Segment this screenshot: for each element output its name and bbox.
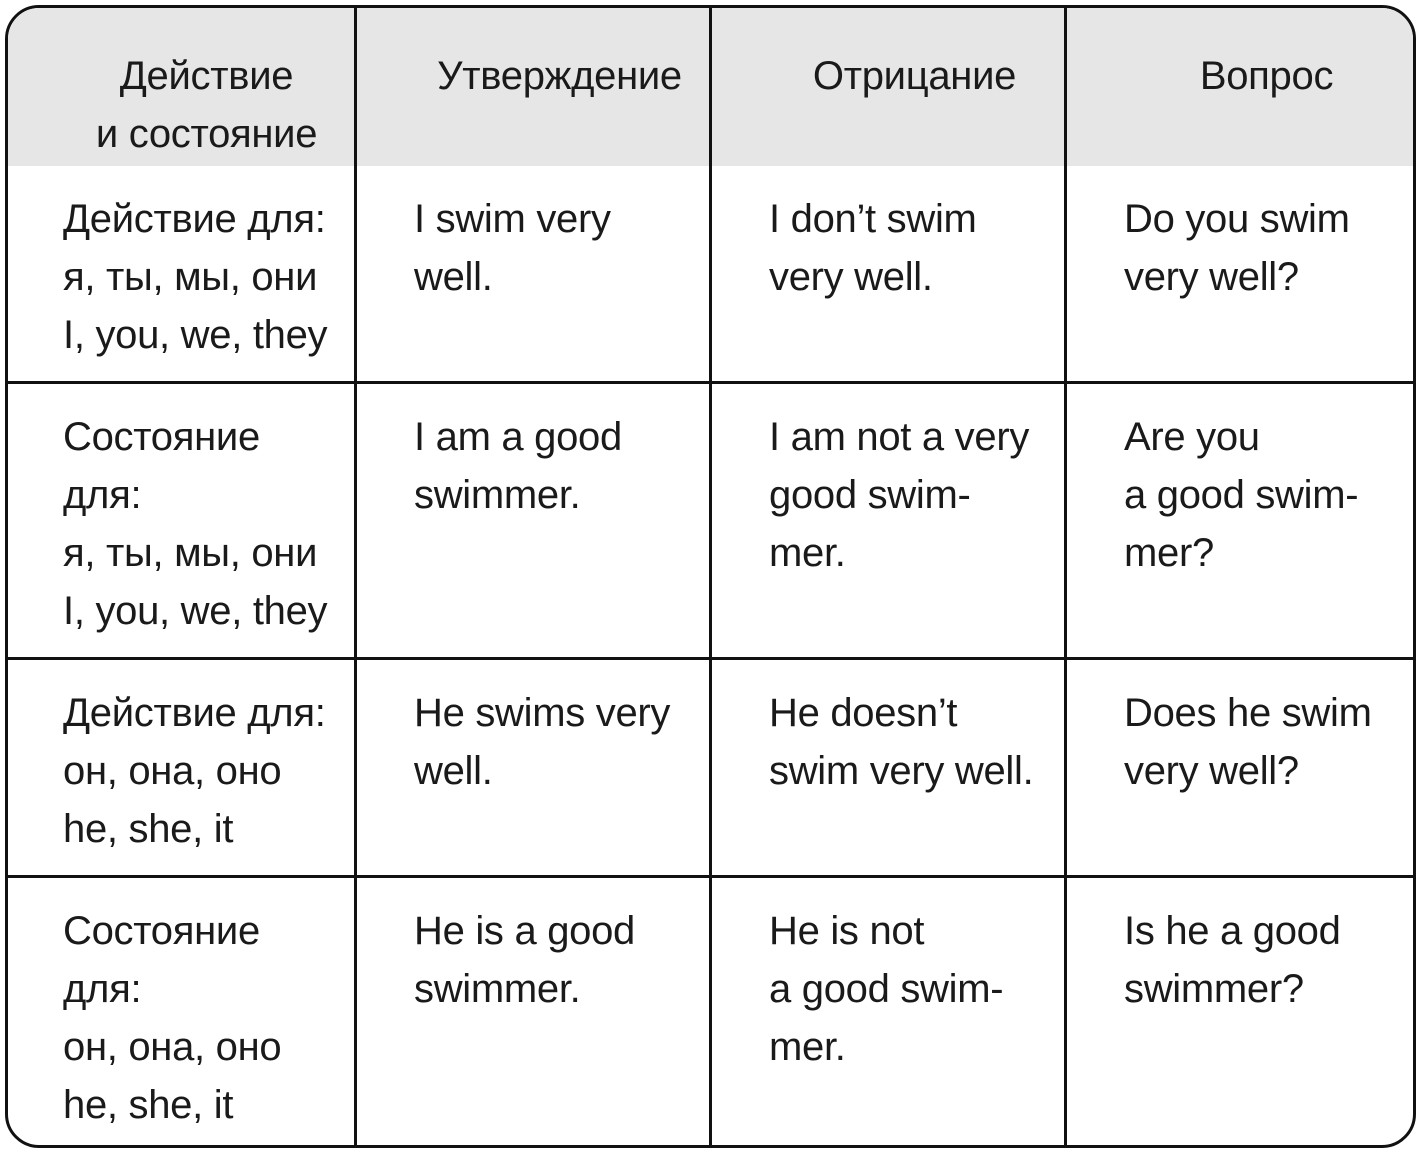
table-cell: Состояние для: я, ты, мы, они I, you, we, they bbox=[8, 384, 357, 660]
table-cell: I am not a very good swim- mer. bbox=[712, 384, 1067, 660]
header-cell-negative: Отрицание bbox=[712, 8, 1067, 166]
table-cell: I don’t swim very well. bbox=[712, 166, 1067, 384]
table-grid bbox=[8, 8, 1413, 1145]
table-cell: Does he swim very well? bbox=[1067, 660, 1413, 878]
table-cell: I swim very well. bbox=[357, 166, 712, 384]
table-cell: Состояние для: он, она, оно he, she, it bbox=[8, 878, 357, 1145]
grammar-table bbox=[5, 5, 1416, 1148]
table-cell: I am a good swimmer. bbox=[357, 384, 712, 660]
table-cell: Действие для: он, она, оно he, she, it bbox=[8, 660, 357, 878]
table-cell: He swims very well. bbox=[357, 660, 712, 878]
table-cell: Is he a good swimmer? bbox=[1124, 909, 1341, 1011]
table-cell: Are you a good swim- mer? bbox=[1067, 384, 1413, 660]
table-cell: He is not a good swim- mer. bbox=[712, 878, 1067, 1145]
table-cell: Действие для: я, ты, мы, они I, you, we, they bbox=[8, 166, 357, 384]
header-cell-question: Вопрос bbox=[1067, 8, 1413, 166]
header-cell-state: Действие и состояние bbox=[8, 8, 357, 166]
table-cell: Do you swim very well? bbox=[1067, 166, 1413, 384]
table-cell: He doesn’t swim very well. bbox=[712, 660, 1067, 878]
header-cell-affirmative: Утверждение bbox=[357, 8, 712, 166]
table-cell: He is a good swimmer. bbox=[357, 878, 712, 1145]
